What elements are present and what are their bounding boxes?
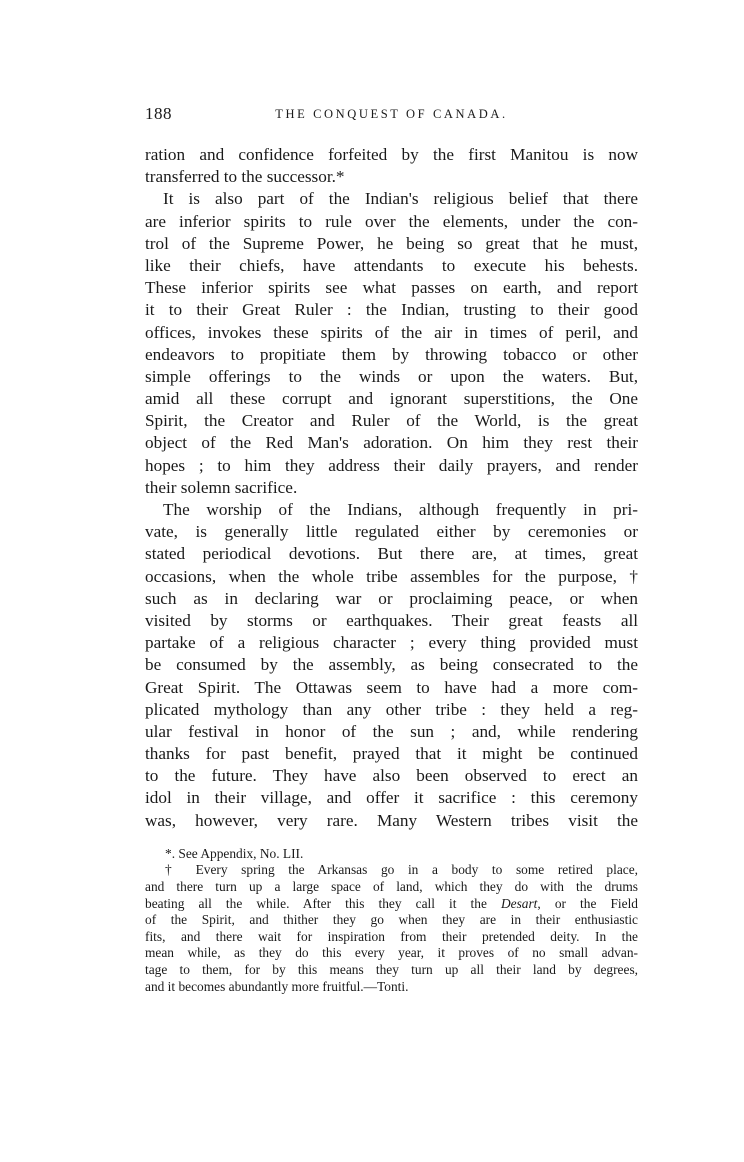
text-line: stated periodical devotions. But there are, at times, great [145,544,638,564]
text-line: occasions, when the whole tribe assembles for the purpose, † [145,566,638,586]
text-line: hopes ; to him they address their daily prayers, and render [145,455,638,475]
text-line: to the future. They have also been observed to erect an [145,766,638,786]
footnote-line [145,896,638,913]
page-number: 188 [145,104,172,123]
footnote-line: mean while, as they do this every year, it proves of no small advan- [145,945,638,961]
text-line: The worship of the Indians, although frequently in pri- [163,500,638,519]
text-line: object of the Red Man's adoration. On him they rest their [145,433,638,453]
text-line: Great Spirit. The Ottawas seem to have had a more com- [145,677,638,697]
text-line: are inferior spirits to rule over the elements, under the con- [145,211,638,231]
text-line: ration and confidence forfeited by the first Manitou is now [145,145,638,164]
footnote-line: † Every spring the Arkansas go in a body to some retired place, [165,862,638,878]
text-line: vate, is generally little regulated either by ceremonies or [145,522,638,542]
footnote-fragment: beating all the while. After this they call it the [145,895,501,911]
text-line: such as in declaring war or proclaiming peace, or when [145,588,638,608]
footnote-appendix: *. See Appendix, No. LII. [165,845,304,861]
text-line: trol of the Supreme Power, he being so great that he must, [145,233,638,253]
text-line: was, however, very rare. Many Western tribes visit the [145,810,638,830]
footnote-line: tage to them, for by this means they turn up all their land by degrees, [145,961,638,977]
footnotes [145,846,638,995]
book-page [145,104,638,995]
page-header [145,104,638,130]
footnote-line: and it becomes abundantly more fruitful.—Tonti. [145,978,409,994]
text-line: It is also part of the Indian's religious belief that there [163,189,638,209]
footnote-line: fits, and there wait for inspiration from their pretended deity. In the [145,928,638,944]
text-line: offices, invokes these spirits of the air in times of peril, and [145,322,638,342]
footnote-line: of the Spirit, and thither they go when they are in their enthusiastic [145,912,638,928]
body-text [145,144,638,832]
text-line: visited by storms or earthquakes. Their great feasts all [145,610,638,630]
footnote-line: and there turn up a large space of land, which they do with the drums [145,879,638,894]
text-line: These inferior spirits see what passes on earth, and report [145,278,638,298]
text-line: endeavors to propitiate them by throwing tobacco or other [145,344,638,364]
text-line: amid all these corrupt and ignorant superstitions, the One [145,389,638,409]
text-line: ular festival in honor of the sun ; and, while rendering [145,721,638,741]
text-line: idol in their village, and offer it sacrifice : this ceremony [145,788,638,808]
text-line: transferred to the successor.* [145,167,345,187]
text-line: it to their Great Ruler : the Indian, trusting to their good [145,300,638,320]
running-head: THE CONQUEST OF CANADA. [275,107,508,121]
text-line: Spirit, the Creator and Ruler of the World, is the great [145,411,638,431]
text-line: plicated mythology than any other tribe : they held a reg- [145,699,638,719]
text-line: simple offerings to the winds or upon the waters. But, [145,366,638,386]
text-line: like their chiefs, have attendants to execute his behests. [145,255,638,275]
desart-word: Desart [500,895,538,911]
footnote-fragment: , or the Field [537,895,638,911]
text-line: be consumed by the assembly, as being consecrated to the [145,655,638,675]
text-line: their solemn sacrifice. [145,477,298,497]
text-line: thanks for past benefit, prayed that it might be continued [145,744,638,764]
text-line: partake of a religious character ; every thing provided must [145,633,638,653]
